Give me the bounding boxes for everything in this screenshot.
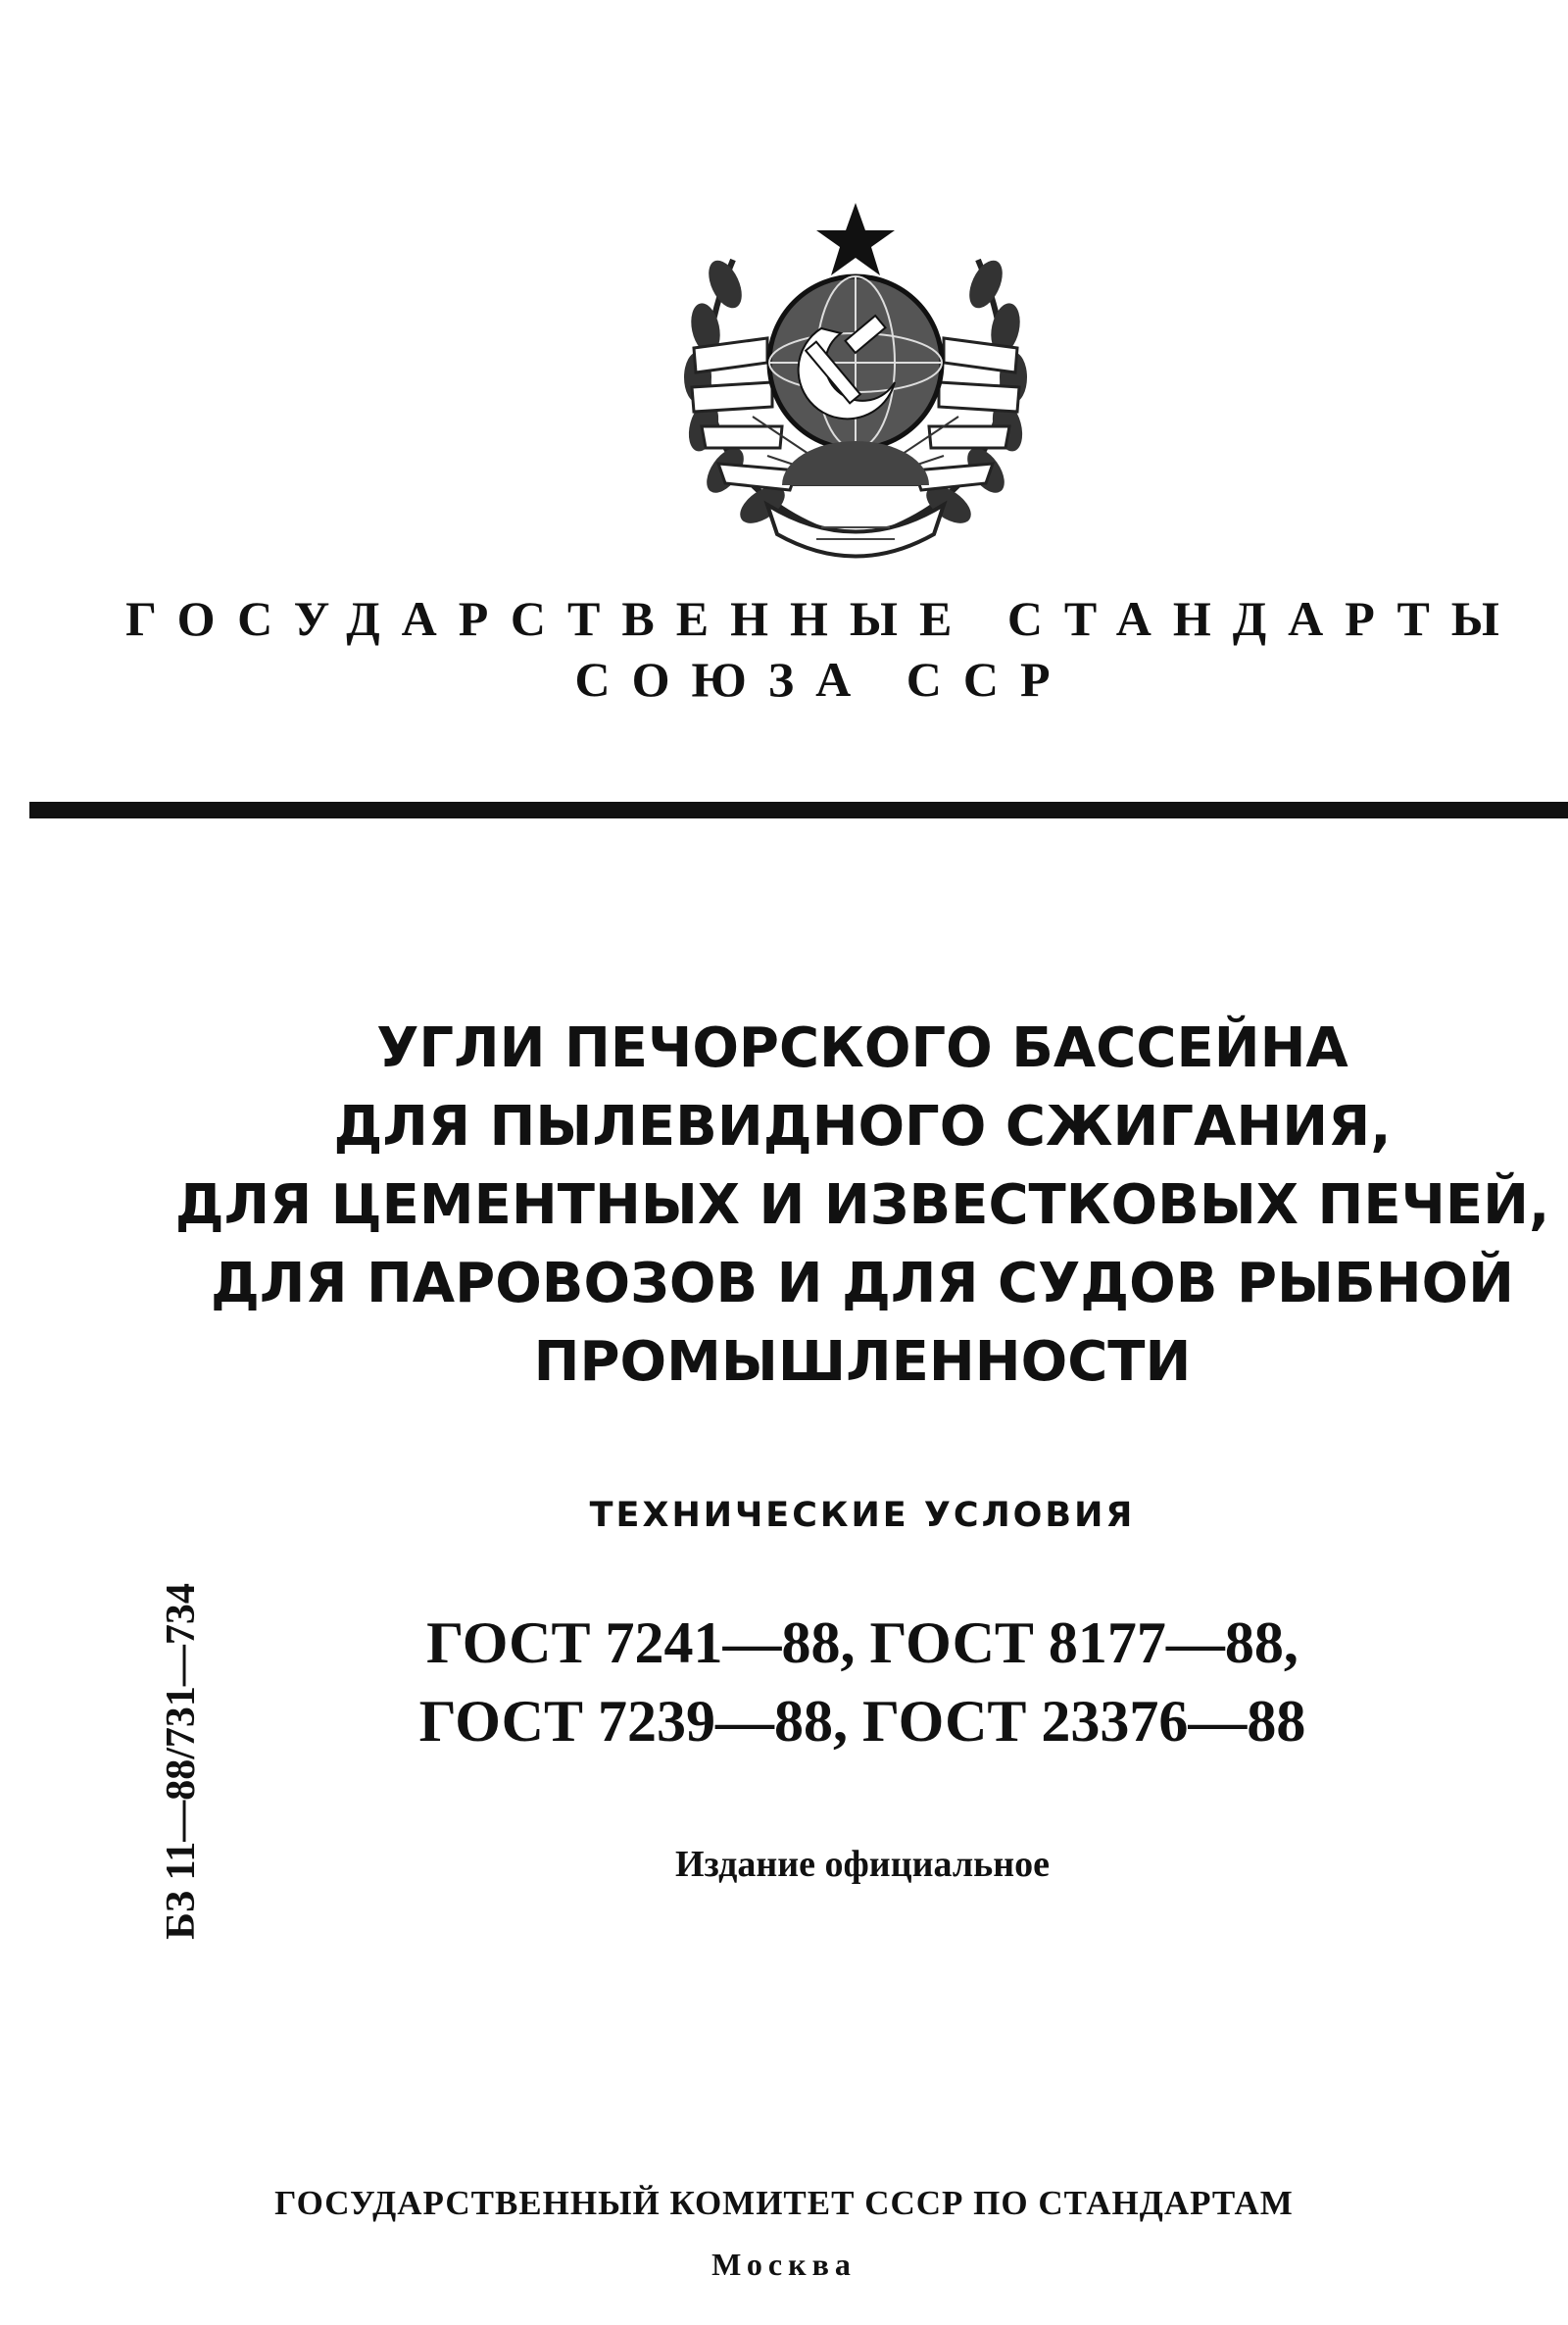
title-line: ДЛЯ ПАРОВОЗОВ И ДЛЯ СУДОВ РЫБНОЙ (210, 1252, 1515, 1315)
standard-numbers-line2: ГОСТ 7239—88, ГОСТ 23376—88 (418, 1689, 1306, 1754)
edition-note: Издание официальное (674, 1844, 1050, 1885)
standard-numbers (157, 1604, 1568, 1760)
horizontal-rule (29, 802, 1568, 818)
document-subtitle: ТЕХНИЧЕСКИЕ УСЛОВИЯ (589, 1496, 1136, 1535)
series-title-line1: ГОСУДАРСТВЕННЫЕ СТАНДАРТЫ (125, 591, 1521, 646)
document-title (157, 1010, 1568, 1402)
publisher-city: Москва (711, 2247, 857, 2282)
publisher-name: ГОСУДАРСТВЕННЫЙ КОМИТЕТ СССР ПО СТАНДАРТАМ (274, 2184, 1294, 2222)
standard-numbers-line1: ГОСТ 7241—88, ГОСТ 8177—88, (426, 1610, 1298, 1675)
title-line: ДЛЯ ЦЕМЕНТНЫХ И ИЗВЕСТКОВЫХ ПЕЧЕЙ, (174, 1173, 1550, 1237)
side-catalog-code: БЗ 11—88/731—734 (159, 1583, 204, 1940)
title-line: ДЛЯ ПЫЛЕВИДНОГО СЖИГАНИЯ, (333, 1095, 1392, 1159)
ussr-coat-of-arms (674, 191, 1037, 564)
series-title-line2: СОЮЗА ССР (574, 652, 1072, 707)
title-line: УГЛИ ПЕЧОРСКОГО БАССЕЙНА (376, 1016, 1348, 1080)
title-line: ПРОМЫШЛЕННОСТИ (533, 1330, 1192, 1394)
